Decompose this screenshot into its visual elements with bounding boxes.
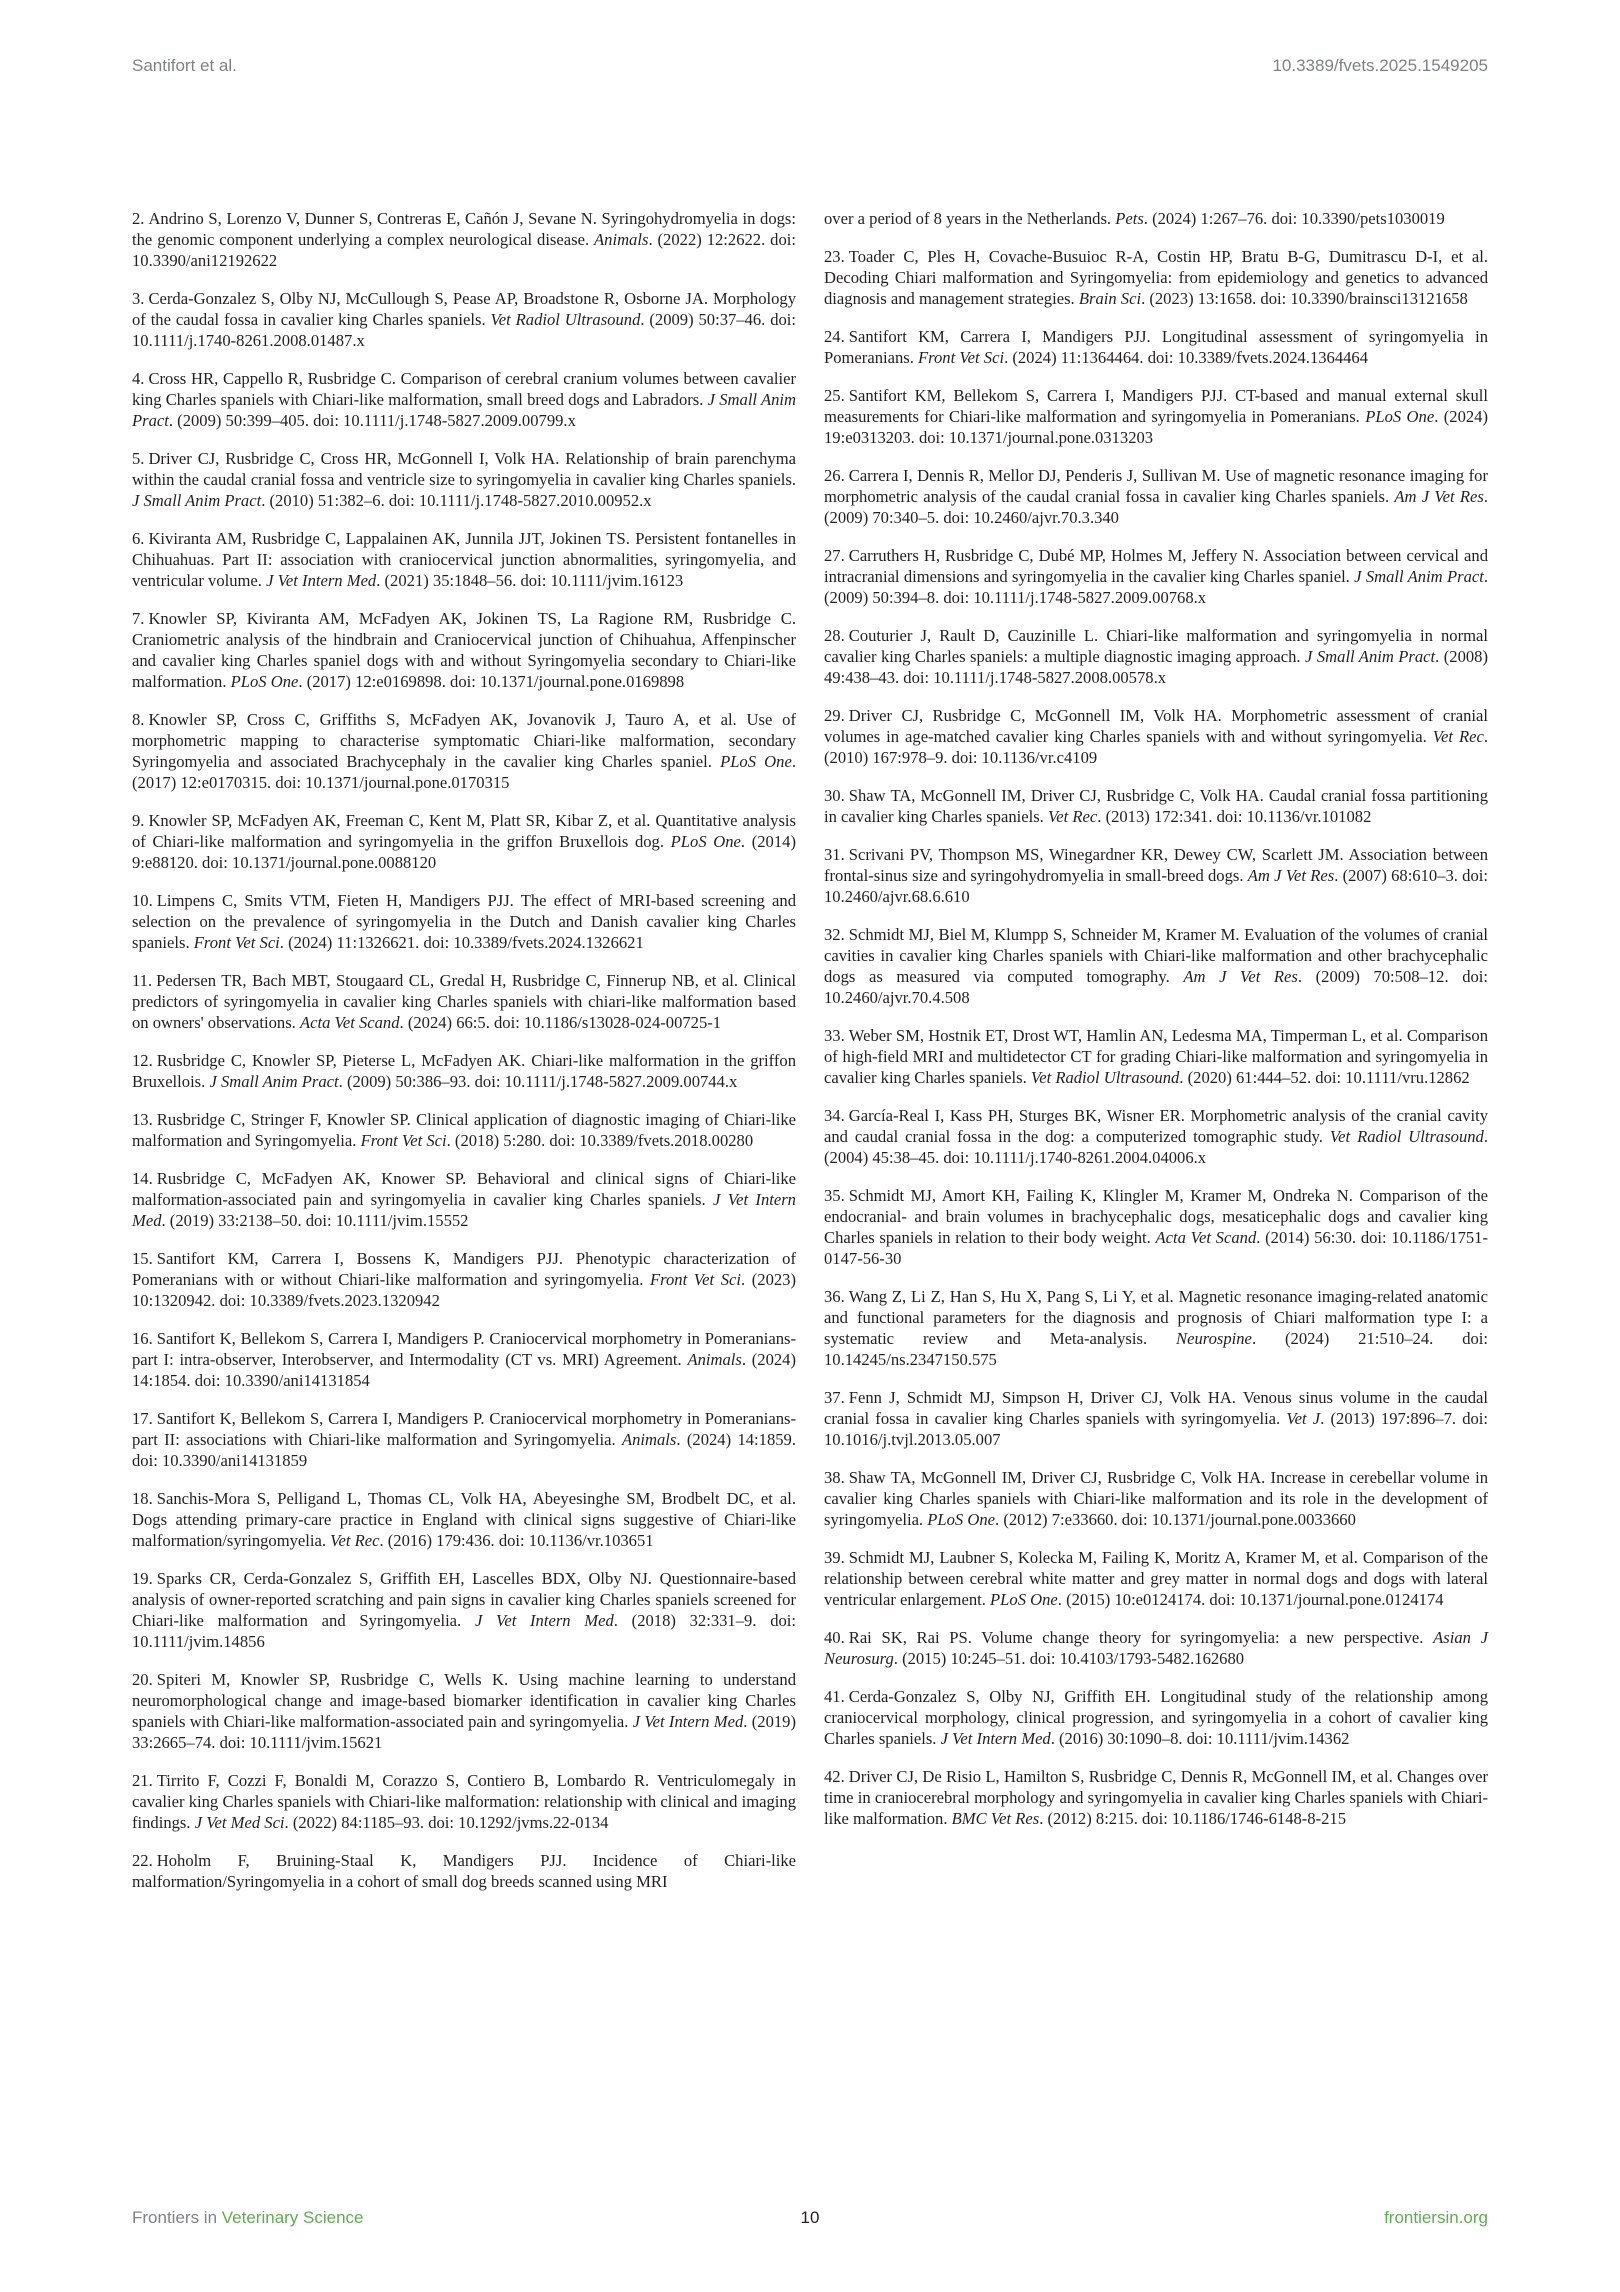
reference-entry xyxy=(132,1770,796,1833)
reference-text: Santifort KM, Carrera I, Bossens K, Mandigers PJJ. Phenotypic characterization of Pomeranians with or without Chiari-like malformation and syringomyelia. xyxy=(132,1249,796,1289)
reference-number: 9. xyxy=(132,811,145,830)
reference-entry xyxy=(824,1185,1488,1269)
header-authors: Santifort et al. xyxy=(132,56,237,75)
reference-text: Shaw TA, McGonnell IM, Driver CJ, Rusbridge C, Volk HA. Increase in cerebellar volume in cavalier king Charles spaniels with Chiari-like malformation and its role in the development of syringomyelia. xyxy=(824,1468,1488,1529)
reference-citation: . (2010) 167:978–9. doi: 10.1136/vr.c4109 xyxy=(824,727,1488,767)
page-footer xyxy=(132,2208,1488,2228)
reference-citation: . (2017) 12:e0170315. doi: 10.1371/journal.pone.0170315 xyxy=(132,752,796,792)
reference-entry xyxy=(824,625,1488,688)
reference-entry xyxy=(132,1850,796,1892)
reference-journal: Am J Vet Res xyxy=(1394,487,1484,506)
reference-number: 41. xyxy=(824,1687,845,1706)
reference-number: 20. xyxy=(132,1670,153,1689)
reference-journal: Vet Rec xyxy=(330,1531,380,1550)
reference-journal: J Small Anim Pract xyxy=(209,1072,339,1091)
reference-text: Rusbridge C, Stringer F, Knowler SP. Clinical application of diagnostic imaging of Chiari-like malformation and Syringomyelia. xyxy=(132,1110,796,1150)
reference-journal: J Vet Intern Med xyxy=(474,1611,614,1630)
reference-number: 19. xyxy=(132,1569,153,1588)
reference-journal: Front Vet Sci xyxy=(360,1131,447,1150)
reference-entry xyxy=(824,326,1488,368)
reference-entry xyxy=(132,528,796,591)
footer-journal-name[interactable]: Veterinary Science xyxy=(221,2208,364,2227)
reference-citation: . (2024) 66:5. doi: 10.1186/s13028-024-00725-1 xyxy=(399,1013,722,1032)
reference-number: 29. xyxy=(824,706,845,725)
reference-journal: Animals xyxy=(594,230,649,249)
reference-entry xyxy=(132,1168,796,1231)
reference-text: Andrino S, Lorenzo V, Dunner S, Contreras E, Cañón J, Sevane N. Syringohydromyelia in dogs: the genomic component underlying a complex neurological disease. xyxy=(132,209,796,249)
reference-journal: Brain Sci xyxy=(1078,289,1142,308)
reference-journal: J Vet Intern Med xyxy=(632,1712,744,1731)
reference-number: 35. xyxy=(824,1186,845,1205)
reference-text: Wang Z, Li Z, Han S, Hu X, Pang S, Li Y, et al. Magnetic resonance imaging-related anatomic and functional parameters for the diagnosis and prognosis of Chiari malformation type I: a systematic review and Meta-analysis. xyxy=(824,1287,1488,1348)
page-number: 10 xyxy=(800,2208,820,2227)
reference-entry xyxy=(132,1568,796,1652)
reference-entry xyxy=(824,1766,1488,1829)
reference-entry xyxy=(132,890,796,953)
reference-journal: Front Vet Sci xyxy=(650,1270,741,1289)
reference-journal: Pets xyxy=(1115,209,1144,228)
reference-text: Weber SM, Hostnik ET, Drost WT, Hamlin AN, Ledesma MA, Timperman L, et al. Comparison of high-field MRI and multidetector CT for grading Chiari-like malformation and syringomyelia in cavalier king Charles spaniels. xyxy=(824,1026,1488,1087)
reference-text: Couturier J, Rault D, Cauzinille L. Chiari-like malformation and syringomyelia in normal cavalier king Charles spaniels: a multiple diagnostic imaging approach. xyxy=(824,626,1488,666)
reference-citation: . (2009) 50:399–405. doi: 10.1111/j.1748-5827.2009.00799.x xyxy=(168,411,576,430)
references-column-right xyxy=(824,208,1488,1846)
reference-citation: . (2018) 5:280. doi: 10.3389/fvets.2018.00280 xyxy=(446,1131,754,1150)
reference-citation: . (2022) 84:1185–93. doi: 10.1292/jvms.22-0134 xyxy=(284,1813,609,1832)
reference-number: 3. xyxy=(132,289,145,308)
reference-citation: . (2009) 50:394–8. doi: 10.1111/j.1748-5827.2009.00768.x xyxy=(824,567,1488,607)
reference-citation: . (2009) 50:37–46. doi: 10.1111/j.1740-8261.2008.01487.x xyxy=(132,310,797,350)
reference-text: Kiviranta AM, Rusbridge C, Lappalainen AK, Junnila JJT, Jokinen TS. Persistent fontanelles in Chihuahuas. Part II: association with craniocervical junction abnormalities, syringomyelia, and ventricular volume. xyxy=(132,529,796,590)
reference-journal: Animals xyxy=(687,1350,742,1369)
reference-citation: . (2010) 51:382–6. doi: 10.1111/j.1748-5827.2010.00952.x xyxy=(261,491,652,510)
reference-text: Scrivani PV, Thompson MS, Winegardner KR, Dewey CW, Scarlett JM. Association between frontal-sinus size and syringohydromyelia in small-breed dogs. xyxy=(824,845,1488,885)
reference-entry xyxy=(824,1627,1488,1669)
reference-text: Santifort KM, Bellekom S, Carrera I, Mandigers PJJ. CT-based and manual external skull measurements for Chiari-like malformation and syringomyelia in Pomeranians. xyxy=(824,386,1488,426)
reference-number: 6. xyxy=(132,529,145,548)
reference-citation: . (2014) 9:e88120. doi: 10.1371/journal.pone.0088120 xyxy=(132,832,796,872)
reference-number: 7. xyxy=(132,609,145,628)
reference-entry xyxy=(824,208,1488,229)
reference-number: 40. xyxy=(824,1628,845,1647)
reference-text: Cerda-Gonzalez S, Olby NJ, McCullough S, Pease AP, Broadstone R, Osborne JA. Morphology of the caudal fossa in cavalier king Charles spaniels. xyxy=(132,289,796,329)
reference-journal: J Small Anim Pract xyxy=(1305,647,1436,666)
reference-journal: J Small Anim Pract xyxy=(132,491,262,510)
reference-entry xyxy=(132,810,796,873)
reference-journal: Acta Vet Scand xyxy=(1155,1228,1257,1247)
reference-number: 26. xyxy=(824,466,845,485)
reference-citation: . (2008) 49:438–43. doi: 10.1111/j.1748-5827.2008.00578.x xyxy=(824,647,1488,687)
reference-citation: . (2009) 70:340–5. doi: 10.2460/ajvr.70.3.340 xyxy=(824,487,1488,527)
reference-journal: Vet Rec xyxy=(1047,807,1098,826)
reference-citation: . (2023) 10:1320942. doi: 10.3389/fvets.2023.1320942 xyxy=(132,1270,796,1310)
reference-entry xyxy=(132,1408,796,1471)
reference-number: 13. xyxy=(132,1110,153,1129)
reference-number: 12. xyxy=(132,1051,153,1070)
reference-text: Driver CJ, Rusbridge C, Cross HR, McGonnell I, Volk HA. Relationship of brain parenchyma within the caudal cranial fossa and ventricle size to syringomyelia in cavalier king Charles spaniels. xyxy=(132,449,796,489)
reference-entry xyxy=(132,208,796,271)
reference-number: 17. xyxy=(132,1409,153,1428)
reference-citation: . (2016) 30:1090–8. doi: 10.1111/jvim.14362 xyxy=(1050,1729,1350,1748)
reference-entry xyxy=(132,448,796,511)
reference-citation: . (2015) 10:245–51. doi: 10.4103/1793-5482.162680 xyxy=(893,1649,1245,1668)
reference-number: 30. xyxy=(824,786,845,805)
reference-citation: . (2024) 21:510–24. doi: 10.14245/ns.2347150.575 xyxy=(824,1329,1489,1369)
reference-text: Rai SK, Rai PS. Volume change theory for syringomyelia: a new perspective. xyxy=(848,1628,1424,1647)
reference-number: 34. xyxy=(824,1106,845,1125)
reference-citation: . (2019) 33:2138–50. doi: 10.1111/jvim.15552 xyxy=(161,1211,469,1230)
reference-number: 14. xyxy=(132,1169,153,1188)
reference-journal: BMC Vet Res xyxy=(951,1809,1040,1828)
reference-journal: Acta Vet Scand xyxy=(300,1013,400,1032)
reference-journal: Vet Radiol Ultrasound xyxy=(1329,1127,1484,1146)
reference-entry xyxy=(824,1467,1488,1530)
reference-citation: . (2024) 14:1854. doi: 10.3390/ani14131854 xyxy=(132,1350,796,1390)
reference-entry xyxy=(132,288,796,351)
footer-site-link[interactable]: frontiersin.org xyxy=(1384,2208,1488,2227)
reference-number: 5. xyxy=(132,449,145,468)
reference-entry xyxy=(824,545,1488,608)
reference-journal: Front Vet Sci xyxy=(193,933,280,952)
reference-entry xyxy=(824,1387,1488,1450)
reference-entry xyxy=(824,1686,1488,1749)
reference-citation: . (2009) 50:386–93. doi: 10.1111/j.1748-5827.2009.00744.x xyxy=(338,1072,738,1091)
footer-journal-prefix: Frontiers in xyxy=(132,2208,218,2227)
reference-number: 8. xyxy=(132,710,145,729)
reference-text: Shaw TA, McGonnell IM, Driver CJ, Rusbridge C, Volk HA. Caudal cranial fossa partitioning in cavalier king Charles spaniels. xyxy=(824,786,1488,826)
reference-journal: Asian J Neurosurg xyxy=(824,1628,1488,1668)
reference-citation: . (2024) 14:1859. doi: 10.3390/ani14131859 xyxy=(132,1430,796,1470)
reference-number: 22. xyxy=(132,1851,153,1870)
reference-text: Limpens C, Smits VTM, Fieten H, Mandigers PJJ. The effect of MRI-based screening and selection on the prevalence of syringomyelia in the Dutch and Danish cavalier king Charles spaniels. xyxy=(132,891,796,952)
reference-text: Santifort K, Bellekom S, Carrera I, Mandigers P. Craniocervical morphometry in Pomeranians-part II: associations with Chiari-like malformation and Syringomyelia. xyxy=(132,1409,796,1449)
reference-journal: Front Vet Sci xyxy=(918,348,1005,367)
reference-number: 33. xyxy=(824,1026,845,1045)
reference-text: García-Real I, Kass PH, Sturges BK, Wisner ER. Morphometric analysis of the cranial cavity and caudal cranial fossa in the dog: a computerized tomographic study. xyxy=(824,1106,1488,1146)
reference-journal: Vet Radiol Ultrasound xyxy=(490,310,641,329)
reference-text: Rusbridge C, Knowler SP, Pieterse L, McFadyen AK. Chiari-like malformation in the griffon Bruxellois. xyxy=(132,1051,796,1091)
reference-journal: Vet Radiol Ultrasound xyxy=(1030,1068,1180,1087)
reference-text: Sanchis-Mora S, Pelligand L, Thomas CL, Volk HA, Abeyesinghe SM, Brodbelt DC, et al. Dogs attending primary-care practice in England with clinical signs suggestive of Chiari-like malformation/syringomyelia. xyxy=(132,1489,796,1550)
reference-entry xyxy=(132,709,796,793)
reference-journal: PLoS One xyxy=(1365,407,1435,426)
reference-text: Cerda-Gonzalez S, Olby NJ, Griffith EH. Longitudinal study of the relationship among craniocervical morphology, clinical progression, and syringomyelia in a cohort of cavalier king Charles spaniels. xyxy=(824,1687,1488,1748)
reference-citation: . (2020) 61:444–52. doi: 10.1111/vru.12862 xyxy=(1179,1068,1470,1087)
reference-number: 39. xyxy=(824,1548,845,1567)
reference-journal: PLoS One xyxy=(927,1510,996,1529)
reference-text: Schmidt MJ, Laubner S, Kolecka M, Failing K, Moritz A, Kramer M, et al. Comparison of the relationship between cerebral white matter and grey matter in normal dogs and dogs with lateral ventricular enlargement. xyxy=(824,1548,1488,1609)
reference-text: Driver CJ, Rusbridge C, McGonnell IM, Volk HA. Morphometric assessment of cranial volumes in age-matched cavalier king Charles spaniels with and without syringomyelia. xyxy=(824,706,1488,746)
reference-journal: J Vet Intern Med xyxy=(132,1190,796,1230)
reference-citation: . (2004) 45:38–45. doi: 10.1111/j.1740-8261.2004.04006.x xyxy=(824,1127,1488,1167)
reference-journal: J Small Anim Pract xyxy=(132,390,797,430)
reference-citation: . (2009) 70:508–12. doi: 10.2460/ajvr.70.4.508 xyxy=(824,967,1489,1007)
references-column-left xyxy=(132,208,796,1909)
reference-journal: PLoS One xyxy=(720,752,792,771)
reference-citation: . (2024) 1:267–76. doi: 10.3390/pets1030019 xyxy=(1143,209,1445,228)
reference-text: Toader C, Ples H, Covache-Busuioc R-A, Costin HP, Bratu B-G, Dumitrascu D-I, et al. Decoding Chiari malformation and Syringomyelia: from epidemiology and genetics to advanced diagnosis and management strategies. xyxy=(824,247,1488,308)
reference-entry xyxy=(824,1025,1488,1088)
reference-entry xyxy=(824,1286,1488,1370)
reference-text: Santifort KM, Carrera I, Mandigers PJJ. Longitudinal assessment of syringomyelia in Pomeranians. xyxy=(824,327,1488,367)
reference-number: 15. xyxy=(132,1249,153,1268)
reference-number: 25. xyxy=(824,386,845,405)
reference-text: Pedersen TR, Bach MBT, Stougaard CL, Gredal H, Rusbridge C, Finnerup NB, et al. Clinical predictors of syringomyelia in cavalier king Charles spaniels with chiari-like malformation based on owners' observations. xyxy=(132,971,796,1032)
reference-number: 10. xyxy=(132,891,153,910)
reference-journal: PLoS One xyxy=(990,1590,1058,1609)
reference-number: 36. xyxy=(824,1287,845,1306)
reference-citation: . (2021) 35:1848–56. doi: 10.1111/jvim.16123 xyxy=(376,571,684,590)
reference-citation: . (2015) 10:e0124174. doi: 10.1371/journal.pone.0124174 xyxy=(1057,1590,1444,1609)
reference-journal: J Small Anim Pract xyxy=(1354,567,1484,586)
reference-citation: . (2014) 56:30. doi: 10.1186/1751-0147-56-30 xyxy=(824,1228,1489,1268)
reference-number: 23. xyxy=(824,247,845,266)
reference-text: Sparks CR, Cerda-Gonzalez S, Griffith EH, Lascelles BDX, Olby NJ. Questionnaire-based analysis of owner-reported scratching and pain signs in cavalier king Charles spaniels screened for Chiari-like malformation and Syringomyelia. xyxy=(132,1569,796,1630)
reference-entry xyxy=(132,1328,796,1391)
reference-citation: . (2013) 197:896–7. doi: 10.1016/j.tvjl.2013.05.007 xyxy=(824,1409,1489,1449)
reference-journal: Animals xyxy=(621,1430,677,1449)
reference-citation: . (2017) 12:e0169898. doi: 10.1371/journal.pone.0169898 xyxy=(298,672,685,691)
reference-text: Rusbridge C, McFadyen AK, Knower SP. Behavioral and clinical signs of Chiari-like malformation-associated pain and syringomyelia in cavalier king Charles spaniels. xyxy=(132,1169,796,1209)
reference-entry xyxy=(824,924,1488,1008)
reference-text: Santifort K, Bellekom S, Carrera I, Mandigers P. Craniocervical morphometry in Pomeranians-part I: intra-observer, Interobserver, and Intermodality (CT vs. MRI) Agreement. xyxy=(132,1329,796,1369)
reference-journal: PLoS One xyxy=(230,672,299,691)
reference-entry xyxy=(824,705,1488,768)
reference-text: Knowler SP, Cross C, Griffiths S, McFadyen AK, Jovanovik J, Tauro A, et al. Use of morphometric mapping to characterise symptomatic Chiari-like malformation, secondary Syringomyelia and associated Brachycephaly in the cavalier king Charles spaniel. xyxy=(132,710,796,771)
reference-number: 28. xyxy=(824,626,845,645)
reference-entry xyxy=(132,970,796,1033)
reference-entry xyxy=(824,1105,1488,1168)
footer-journal xyxy=(132,2208,364,2228)
reference-entry xyxy=(132,368,796,431)
reference-text: Knowler SP, McFadyen AK, Freeman C, Kent M, Platt SR, Kibar Z, et al. Quantitative analysis of Chiari-like malformation and syringomyelia in the griffon Bruxellois dog. xyxy=(132,811,796,851)
reference-citation: . (2013) 172:341. doi: 10.1136/vr.101082 xyxy=(1097,807,1372,826)
reference-citation: . (2018) 32:331–9. doi: 10.1111/jvim.14856 xyxy=(132,1611,797,1651)
reference-text: Tirrito F, Cozzi F, Bonaldi M, Corazzo S, Contiero B, Lombardo R. Ventriculomegaly in cavalier king Charles spaniels with Chiari-like malformation: relationship with clinical and imaging findings. xyxy=(132,1771,796,1832)
reference-number: 27. xyxy=(824,546,845,565)
reference-text: Driver CJ, De Risio L, Hamilton S, Rusbridge C, Dennis R, McGonnell IM, et al. Changes over time in craniocerebral morphology and syringomyelia in cavalier king Charles spaniels with Chiari-like malformation. xyxy=(824,1767,1488,1828)
reference-text: Schmidt MJ, Amort KH, Failing K, Klingler M, Kramer M, Ondreka N. Comparison of the endocranial- and brain volumes in brachycephalic dogs, mesaticephalic dogs and cavalier king Charles spaniels in relation to their body weight. xyxy=(824,1186,1488,1247)
reference-number: 38. xyxy=(824,1468,845,1487)
reference-journal: PLoS One xyxy=(670,832,741,851)
reference-number: 32. xyxy=(824,925,845,944)
reference-number: 16. xyxy=(132,1329,153,1348)
reference-number: 18. xyxy=(132,1489,153,1508)
reference-citation: . (2022) 12:2622. doi: 10.3390/ani12192622 xyxy=(132,230,796,270)
reference-entry xyxy=(824,785,1488,827)
reference-number: 11. xyxy=(132,971,153,990)
reference-journal: Am J Vet Res xyxy=(1183,967,1298,986)
reference-entry xyxy=(132,1050,796,1092)
reference-journal: Vet J xyxy=(1286,1409,1321,1428)
reference-text: Carruthers H, Rusbridge C, Dubé MP, Holmes M, Jeffery N. Association between cervical and intracranial dimensions and syringomyelia in the cavalier king Charles spaniel. xyxy=(824,546,1488,586)
reference-citation: . (2019) 33:2665–74. doi: 10.1111/jvim.15621 xyxy=(132,1712,796,1752)
reference-entry xyxy=(824,246,1488,309)
reference-citation: . (2007) 68:610–3. doi: 10.2460/ajvr.68.6.610 xyxy=(824,866,1488,906)
reference-entry xyxy=(824,465,1488,528)
reference-journal: J Vet Intern Med xyxy=(266,571,377,590)
reference-number: 37. xyxy=(824,1388,845,1407)
reference-journal: J Vet Med Sci xyxy=(194,1813,285,1832)
reference-number: 24. xyxy=(824,327,845,346)
reference-entry xyxy=(132,1669,796,1753)
reference-text: Schmidt MJ, Biel M, Klumpp S, Schneider M, Kramer M. Evaluation of the volumes of cranial cavities in cavalier king Charles spaniels with Chiari-like malformation and other brachycephalic dogs as measured via computed tomography. xyxy=(824,925,1488,986)
running-header xyxy=(132,56,1488,76)
reference-journal: J Vet Intern Med xyxy=(940,1729,1051,1748)
reference-number: 21. xyxy=(132,1771,153,1790)
reference-entry xyxy=(824,385,1488,448)
header-doi[interactable]: 10.3389/fvets.2025.1549205 xyxy=(1272,56,1488,75)
reference-text: Carrera I, Dennis R, Mellor DJ, Penderis J, Sullivan M. Use of magnetic resonance imaging for morphometric analysis of the caudal cranial fossa in cavalier king Charles spaniels. xyxy=(824,466,1488,506)
reference-entry xyxy=(132,608,796,692)
reference-entry xyxy=(824,1547,1488,1610)
reference-citation: . (2023) 13:1658. doi: 10.3390/brainsci13121658 xyxy=(1141,289,1468,308)
reference-text: Hoholm F, Bruining-Staal K, Mandigers PJJ. Incidence of Chiari-like malformation/Syringomyelia in a cohort of small dog breeds scanned using MRI xyxy=(132,1851,796,1891)
reference-entry xyxy=(132,1488,796,1551)
reference-citation: . (2024) 11:1364464. doi: 10.3389/fvets.2024.1364464 xyxy=(1004,348,1369,367)
reference-citation: . (2024) 19:e0313203. doi: 10.1371/journal.pone.0313203 xyxy=(824,407,1488,447)
reference-citation: . (2012) 8:215. doi: 10.1186/1746-6148-8-215 xyxy=(1039,1809,1347,1828)
reference-citation: . (2024) 11:1326621. doi: 10.3389/fvets.2024.1326621 xyxy=(279,933,644,952)
reference-journal: Am J Vet Res xyxy=(1247,866,1335,885)
reference-number: 4. xyxy=(132,369,145,388)
reference-entry xyxy=(132,1109,796,1151)
reference-text: Spiteri M, Knowler SP, Rusbridge C, Wells K. Using machine learning to understand neuromorphological change and image-based biomarker identification in cavalier king Charles spaniels with Chiari-like malformation-associated pain and syringomyelia. xyxy=(132,1670,796,1731)
reference-entry xyxy=(132,1248,796,1311)
reference-text: Cross HR, Cappello R, Rusbridge C. Comparison of cerebral cranium volumes between cavalier king Charles spaniels with Chiari-like malformation, small breed dogs and Labradors. xyxy=(132,369,796,409)
reference-text: over a period of 8 years in the Netherlands. xyxy=(824,209,1112,228)
reference-entry xyxy=(824,844,1488,907)
reference-number: 2. xyxy=(132,209,145,228)
reference-text: Fenn J, Schmidt MJ, Simpson H, Driver CJ, Volk HA. Venous sinus volume in the caudal cranial fossa in cavalier king Charles spaniels with syringomyelia. xyxy=(824,1388,1488,1428)
reference-number: 42. xyxy=(824,1767,845,1786)
reference-citation: . (2012) 7:e33660. doi: 10.1371/journal.pone.0033660 xyxy=(995,1510,1356,1529)
reference-number: 31. xyxy=(824,845,845,864)
reference-journal: Neurospine xyxy=(1176,1329,1252,1348)
reference-citation: . (2016) 179:436. doi: 10.1136/vr.103651 xyxy=(379,1531,654,1550)
reference-text: Knowler SP, Kiviranta AM, McFadyen AK, Jokinen TS, La Ragione RM, Rusbridge C. Craniometric analysis of the hindbrain and Craniocervical junction of Chihuahua, Affenpinscher and cavalier king Charles spaniel dogs with and without Syringomyelia secondary to Chiari-like malformation. xyxy=(132,609,796,691)
reference-journal: Vet Rec xyxy=(1432,727,1484,746)
